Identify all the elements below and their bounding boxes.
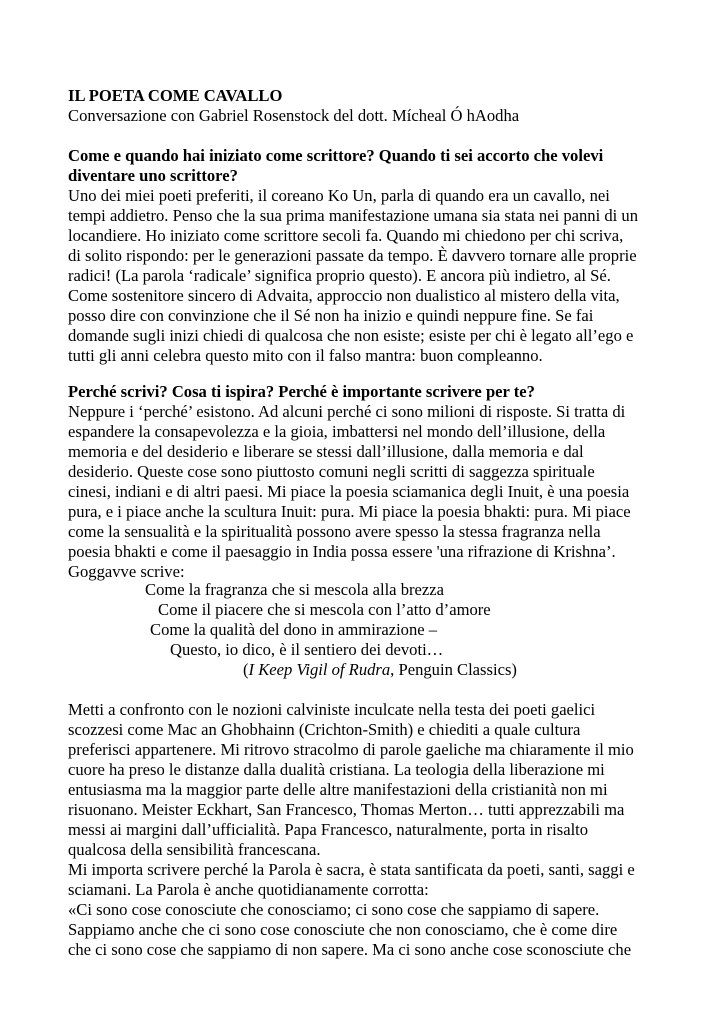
paragraph-line: locandiere. Ho iniziato come scrittore secoli fa. Quando mi chiedono per chi scriva, (68, 226, 624, 245)
paragraph-line: entusiasma ma la maggior parte delle altre manifestazioni della cristianità non mi (68, 780, 608, 799)
poem-citation (243, 660, 517, 680)
paragraph-line: poesia bhakti e come il paesaggio in India possa essere 'una rifrazione di Krishna’. (68, 542, 616, 561)
poem-line: Questo, io dico, è il sentiero dei devoti… (170, 640, 444, 659)
paragraph-line: Metti a confronto con le nozioni calviniste inculcate nella testa dei poeti gaelici (68, 700, 596, 719)
paragraph-line: Neppure i ‘perché’ esistono. Ad alcuni perché ci sono milioni di risposte. Si tratta di (68, 402, 626, 421)
citation-open: ( (243, 660, 249, 679)
paragraph-line: risuonano. Meister Eckhart, San Francesco, Thomas Merton… tutti apprezzabili ma (68, 800, 625, 819)
poem-line: Come la qualità del dono in ammirazione – (150, 620, 438, 639)
citation-title: I Keep Vigil of Rudra (248, 660, 391, 679)
paragraph-line: scozzesi come Mac an Ghobhainn (Crichton-Smith) e chiediti a quale cultura (68, 720, 581, 739)
paragraph-line: come la sensualità e la spiritualità possono avere spesso la stessa fragranza nella (68, 522, 601, 541)
paragraph-line: qualcosa della sensibilità francescana. (68, 840, 321, 859)
paragraph-line: di solito rispondo: per le generazioni passate da tempo. È davvero tornare alle proprie (68, 246, 637, 265)
paragraph-line: preferisci appartenere. Mi ritrovo stracolmo di parole gaeliche ma chiaramente il mio (68, 740, 634, 759)
paragraph-line: memoria e del desiderio e liberare se stessi dall’illusione, dalla memoria e dal (68, 442, 584, 461)
paragraph-line: Come sostenitore sincero di Advaita, approccio non dualistico al mistero della vita, (68, 286, 620, 305)
paragraph-line: tutti gli anni celebra questo mito con il falso mantra: buon compleanno. (68, 346, 543, 365)
paragraph-line: messi ai margini dall’ufficialità. Papa Francesco, naturalmente, porta in risalto (68, 820, 589, 839)
paragraph-line: radici! (La parola ‘radicale’ significa proprio questo). E ancora più indietro, al Sé. (68, 266, 611, 285)
paragraph-line: sciamani. La Parola è anche quotidianamente corrotta: (68, 880, 429, 899)
paragraph-line: che ci sono cose che sappiamo di non sapere. Ma ci sono anche cose sconosciute che (68, 940, 632, 959)
paragraph-line: cuore ha preso le distanze dalla dualità cristiana. La teologia della liberazione mi (68, 760, 605, 779)
paragraph-line: cinesi, indiani e di altri paesi. Mi piace la poesia sciamanica degli Inuit, è una poesia (68, 482, 630, 501)
paragraph-line: espandere la consapevolezza e la gioia, imbattersi nel mondo dell’illusione, della (68, 422, 606, 441)
question-line: Perché scrivi? Cosa ti ispira? Perché è importante scrivere per te? (68, 382, 535, 401)
document-title: IL POETA COME CAVALLO (68, 86, 283, 105)
paragraph-line: domande sugli inizi chiedi di qualcosa che non esiste; esiste per chi è legato all’ego e (68, 326, 634, 345)
paragraph-line: Goggavve scrive: (68, 562, 185, 581)
paragraph-line: Sappiamo anche che ci sono cose conosciute che non conosciamo, che è come dire (68, 920, 618, 939)
paragraph-line: desiderio. Queste cose sono piuttosto comuni negli scritti di saggezza spirituale (68, 462, 595, 481)
paragraph-line: Mi importa scrivere perché la Parola è sacra, è stata santificata da poeti, santi, saggi e (68, 860, 635, 879)
paragraph-line: Uno dei miei poeti preferiti, il coreano Ko Un, parla di quando era un cavallo, nei (68, 186, 610, 205)
paragraph-line: tempi addietro. Penso che la sua prima manifestazione umana sia stata nei panni di un (68, 206, 639, 225)
paragraph-line: «Ci sono cose conosciute che conosciamo; ci sono cose che sappiamo di sapere. (68, 900, 600, 919)
poem-line: Come il piacere che si mescola con l’atto d’amore (158, 600, 491, 619)
question-line: diventare uno scrittore? (68, 166, 238, 185)
paragraph-line: pura, e i piace anche la scultura Inuit: pura. Mi piace la poesia bhakti: pura. Mi piace (68, 502, 631, 521)
paragraph-line: posso dire con convinzione che il Sé non ha inizio e quindi neppure fine. Se fai (68, 306, 594, 325)
citation-rest: , Penguin Classics) (390, 660, 517, 679)
document-subtitle: Conversazione con Gabriel Rosenstock del dott. Mícheal Ó hAodha (68, 106, 520, 125)
question-line: Come e quando hai iniziato come scrittore? Quando ti sei accorto che volevi (68, 146, 604, 165)
poem-line: Come la fragranza che si mescola alla brezza (145, 580, 444, 599)
